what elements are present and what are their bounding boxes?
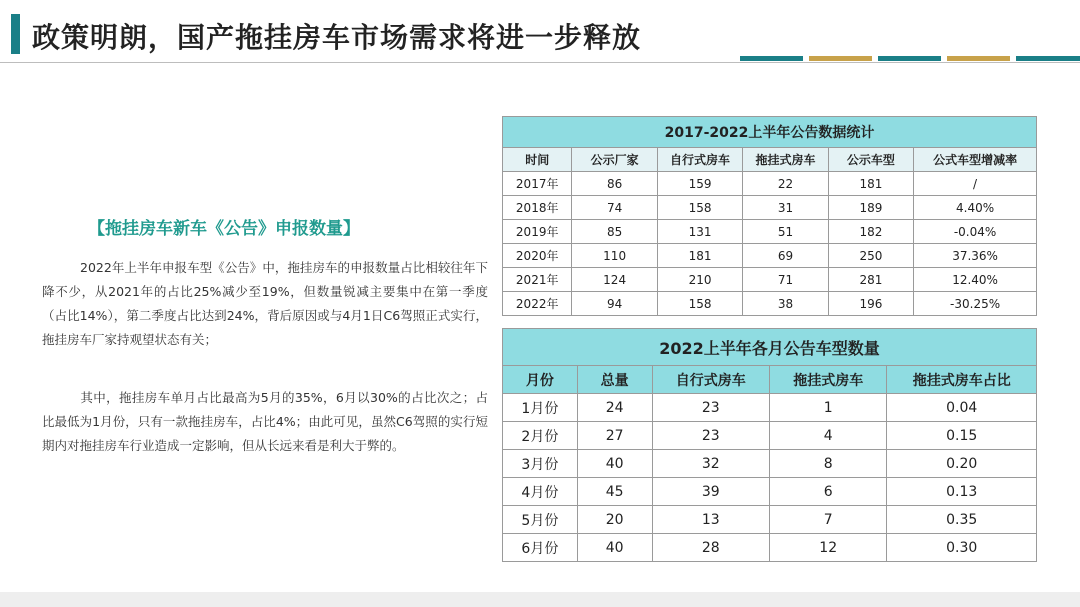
- title-bar: [0, 0, 1080, 66]
- table-cell: 74: [572, 196, 657, 220]
- column-header: 拖挂式房车占比: [887, 366, 1037, 394]
- column-header: 时间: [503, 148, 572, 172]
- table-cell: 210: [657, 268, 742, 292]
- table-cell: 2022年: [503, 292, 572, 316]
- table-cell: 20: [577, 506, 652, 534]
- table-cell: 0.35: [887, 506, 1037, 534]
- table-cell: 1: [769, 394, 886, 422]
- table-row: [503, 534, 1037, 562]
- table-cell: 3月份: [503, 450, 578, 478]
- table-cell: 0.13: [887, 478, 1037, 506]
- column-header: 月份: [503, 366, 578, 394]
- table-cell: 23: [652, 394, 769, 422]
- table-row: [503, 394, 1037, 422]
- title-divider: [0, 62, 1080, 63]
- table-title: 2017-2022上半年公告数据统计: [503, 117, 1037, 148]
- table-title: 2022上半年各月公告车型数量: [503, 329, 1037, 366]
- column-header: 公示厂家: [572, 148, 657, 172]
- table-cell: 71: [743, 268, 828, 292]
- table-row: [503, 172, 1037, 196]
- table-cell: 7: [769, 506, 886, 534]
- table-row: [503, 292, 1037, 316]
- table-cell: 0.20: [887, 450, 1037, 478]
- title-segment: [878, 56, 941, 61]
- table-cell: 2019年: [503, 220, 572, 244]
- table-cell: 51: [743, 220, 828, 244]
- table-cell: /: [914, 172, 1037, 196]
- table-cell: 2月份: [503, 422, 578, 450]
- table-cell: 40: [577, 534, 652, 562]
- table-cell: 86: [572, 172, 657, 196]
- table-row: [503, 422, 1037, 450]
- table-row: [503, 244, 1037, 268]
- column-header: 拖挂式房车: [769, 366, 886, 394]
- table-cell: 182: [828, 220, 913, 244]
- table-cell: 124: [572, 268, 657, 292]
- table-cell: 28: [652, 534, 769, 562]
- table-cell: 24: [577, 394, 652, 422]
- paragraph-1-text: 2022年上半年申报车型《公告》中，拖挂房车的申报数量占比相较往年下降不少，从2021年的占比25%减少至19%，但数量锐减主要集中在第一季度（占比14%），第二季度占比达到24%，背后原因或与4月1日C6驾照正式实行，拖挂房车厂家持观望状态有关；: [42, 260, 488, 347]
- title-segment: [1016, 56, 1080, 61]
- table-cell: 2017年: [503, 172, 572, 196]
- column-header: 拖挂式房车: [743, 148, 828, 172]
- table-cell: 69: [743, 244, 828, 268]
- page-title: 政策明朗，国产拖挂房车市场需求将进一步释放: [32, 21, 642, 54]
- table-row: [503, 506, 1037, 534]
- table-cell: 40: [577, 450, 652, 478]
- table-cell: 0.04: [887, 394, 1037, 422]
- table-cell: 4.40%: [914, 196, 1037, 220]
- table-row: [503, 220, 1037, 244]
- table-cell: 158: [657, 292, 742, 316]
- title-accent-bar: [11, 14, 20, 54]
- table-cell: 1月份: [503, 394, 578, 422]
- table-cell: 0.15: [887, 422, 1037, 450]
- column-header: 自行式房车: [657, 148, 742, 172]
- table-cell: 181: [828, 172, 913, 196]
- column-header: 总量: [577, 366, 652, 394]
- footer-bar: [0, 592, 1080, 607]
- table-cell: 13: [652, 506, 769, 534]
- table-cell: 31: [743, 196, 828, 220]
- table-cell: 6: [769, 478, 886, 506]
- table-cell: 281: [828, 268, 913, 292]
- table-cell: 0.30: [887, 534, 1037, 562]
- table-cell: 22: [743, 172, 828, 196]
- table-cell: 23: [652, 422, 769, 450]
- paragraph-1: [42, 256, 488, 352]
- table-cell: 4月份: [503, 478, 578, 506]
- table-cell: 189: [828, 196, 913, 220]
- table-cell: 131: [657, 220, 742, 244]
- table-cell: 8: [769, 450, 886, 478]
- table-cell: 196: [828, 292, 913, 316]
- title-segment: [740, 56, 803, 61]
- table-cell: 38: [743, 292, 828, 316]
- table-cell: 45: [577, 478, 652, 506]
- table-cell: 39: [652, 478, 769, 506]
- table-cell: 27: [577, 422, 652, 450]
- table-cell: 2018年: [503, 196, 572, 220]
- table-cell: 2020年: [503, 244, 572, 268]
- table-cell: -0.04%: [914, 220, 1037, 244]
- table-cell: 181: [657, 244, 742, 268]
- table-cell: 4: [769, 422, 886, 450]
- table-cell: 5月份: [503, 506, 578, 534]
- title-segment: [947, 56, 1010, 61]
- table-cell: 32: [652, 450, 769, 478]
- table-cell: 94: [572, 292, 657, 316]
- section-heading: 【拖挂房车新车《公告》申报数量】: [88, 219, 360, 239]
- table-cell: -30.25%: [914, 292, 1037, 316]
- table-cell: 158: [657, 196, 742, 220]
- column-header: 公示车型: [828, 148, 913, 172]
- column-header: 自行式房车: [652, 366, 769, 394]
- table-cell: 2021年: [503, 268, 572, 292]
- table-cell: 110: [572, 244, 657, 268]
- table-cell: 6月份: [503, 534, 578, 562]
- table-cell: 12: [769, 534, 886, 562]
- table-cell: 12.40%: [914, 268, 1037, 292]
- table-row: [503, 450, 1037, 478]
- table-cell: 159: [657, 172, 742, 196]
- table-cell: 85: [572, 220, 657, 244]
- monthly-announcement-table: [502, 328, 1037, 562]
- table-row: [503, 196, 1037, 220]
- paragraph-2-text: 其中，拖挂房车单月占比最高为5月的35%，6月以30%的占比次之；占比最低为1月份，只有一款拖挂房车，占比4%；由此可见，虽然C6驾照的实行短期内对拖挂房车行业造成一定影响，但从长远来看是利大于弊的。: [42, 390, 488, 453]
- table-cell: 250: [828, 244, 913, 268]
- annual-announcement-table: [502, 116, 1037, 316]
- column-header: 公式车型增减率: [914, 148, 1037, 172]
- table-row: [503, 478, 1037, 506]
- table-row: [503, 268, 1037, 292]
- paragraph-2: [42, 386, 488, 458]
- table-cell: 37.36%: [914, 244, 1037, 268]
- title-segment: [809, 56, 872, 61]
